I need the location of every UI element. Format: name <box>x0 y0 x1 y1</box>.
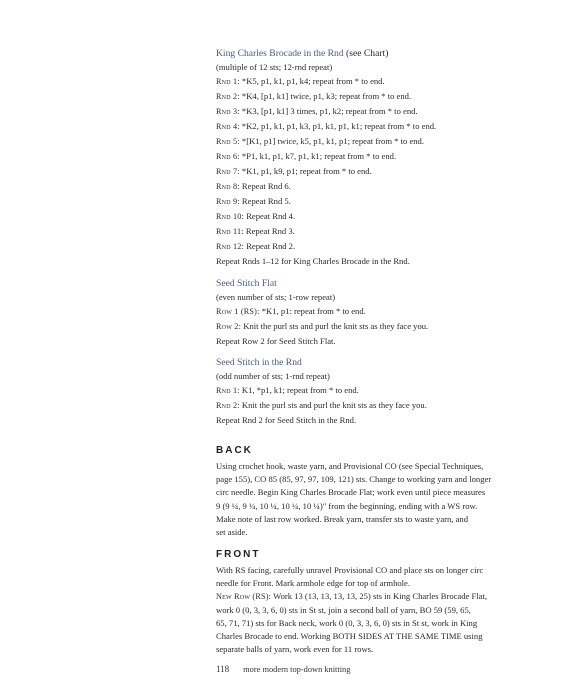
back-heading: BACK <box>216 445 253 456</box>
row-label: Rnd 2: <box>216 92 240 101</box>
row-text: Repeat Rnd 2. <box>246 241 296 251</box>
paragraph-line: work 0 (0, 3, 3, 6, 0) sts in St st, join a second ball of yarn, BO 59 (59, 65, <box>216 604 471 615</box>
instruction-row <box>216 119 561 134</box>
instruction-row <box>216 164 561 179</box>
paragraph-line: set aside. <box>216 527 248 538</box>
row-label: Rnd 2: <box>216 401 240 410</box>
instruction-row <box>216 304 561 319</box>
row-text: Knit the purl sts and purl the knit sts as they face you. <box>243 321 429 331</box>
row-label: Rnd 4: <box>216 122 240 131</box>
row-label: Rnd 3: <box>216 107 240 116</box>
instruction-row <box>216 319 561 334</box>
seed-flat-closing: Repeat Row 2 for Seed Stitch Flat. <box>216 336 336 346</box>
paragraph-line: 65, 71, 71) sts for Back neck, work 0 (0, 3, 3, 6, 0) sts in St st, work in King <box>216 617 478 628</box>
paragraph-line: Using crochet hook, waste yarn, and Provisional CO (see Special Techniques, <box>216 461 484 471</box>
instruction-row <box>216 209 561 224</box>
row-label: Rnd 10: <box>216 212 245 221</box>
brocade-see-chart: (see Chart) <box>346 48 389 59</box>
seed-flat-section <box>216 277 561 349</box>
row-label: Rnd 5: <box>216 137 240 146</box>
instruction-row <box>216 179 561 194</box>
seed-flat-rows <box>216 304 561 334</box>
row-text: Knit the purl sts and purl the knit sts as they face you. <box>241 400 427 410</box>
brocade-section <box>216 47 561 269</box>
seed-flat-title: Seed Stitch Flat <box>216 278 277 289</box>
row-text: *K5, p1, k1, p1, k4; repeat from * to end. <box>241 76 385 86</box>
seed-rnd-closing: Repeat Rnd 2 for Seed Stitch in the Rnd. <box>216 415 357 425</box>
seed-rnd-rows <box>216 383 561 413</box>
paragraph-line: circ needle. Begin King Charles Brocade Flat; work even until piece measures <box>216 487 486 498</box>
row-label: Rnd 11: <box>216 227 244 236</box>
row-label: Rnd 12: <box>216 242 245 251</box>
paragraph-line: needle for Front. Mark armhole edge for top of armhole. <box>216 578 411 589</box>
page-number: 118 <box>216 664 230 674</box>
seed-rnd-title: Seed Stitch in the Rnd <box>216 357 302 368</box>
row-text: *P1, k1, p1, k7, p1, k1; repeat from * to end. <box>241 151 397 161</box>
row-text: K1, *p1, k1; repeat from * to end. <box>241 385 359 395</box>
paragraph-line: With RS facing, carefully unravel Provisional CO and place sts on longer circ <box>216 565 484 575</box>
front-paragraph <box>216 564 561 590</box>
book-title: more modern top-down knitting <box>243 665 351 674</box>
row-label: Rnd 1: <box>216 386 240 395</box>
page-footer <box>216 664 350 674</box>
brocade-closing: Repeat Rnds 1–12 for King Charles Brocade in the Rnd. <box>216 256 410 266</box>
row-label: Rnd 6: <box>216 152 240 161</box>
instruction-row <box>216 74 561 89</box>
instruction-row <box>216 398 561 413</box>
row-text: *K3, [p1, k1] 3 times, p1, k2; repeat from * to end. <box>241 106 418 116</box>
brocade-title <box>216 47 561 61</box>
instruction-row <box>216 134 561 149</box>
row-text: *K1, p1: repeat from * to end. <box>261 306 366 316</box>
brocade-rows <box>216 74 561 254</box>
instruction-row <box>216 194 561 209</box>
front-heading: FRONT <box>216 549 261 560</box>
row-label: Rnd 8: <box>216 182 240 191</box>
row-text: *[K1, p1] twice, k5, p1, k1, p1; repeat from * to end. <box>241 136 425 146</box>
back-paragraph <box>216 460 561 539</box>
front-new-row-lines <box>216 590 561 656</box>
new-row-text: Work 13 (13, 13, 13, 13, 25) sts in King Charles Brocade Flat, <box>273 591 488 602</box>
row-text: Repeat Rnd 6. <box>241 181 291 191</box>
new-row-label: New Row (RS): <box>216 592 272 602</box>
paragraph-line: Charles Brocade to end. Working BOTH SIDES AT THE SAME TIME using <box>216 631 483 642</box>
instruction-row <box>216 89 561 104</box>
row-text: Repeat Rnd 5. <box>241 196 291 206</box>
back-section <box>216 444 561 539</box>
paragraph-line: page 155), CO 85 (85, 97, 97, 109, 121) sts. Change to working yarn and longer <box>216 474 492 485</box>
instruction-row <box>216 239 561 254</box>
instruction-row <box>216 224 561 239</box>
row-label: Row 2: <box>216 322 242 331</box>
row-label: Rnd 1: <box>216 77 240 86</box>
row-text: Repeat Rnd 3. <box>245 226 295 236</box>
row-label: Rnd 7: <box>216 167 240 176</box>
paragraph-line: 9 (9 ¼, 9 ¼, 10 ¼, 10 ¼, 10 ¼)" from the beginning, ending with a WS row. <box>216 500 478 511</box>
seed-rnd-sub: (odd number of sts; 1-rnd repeat) <box>216 371 330 381</box>
instruction-row <box>216 149 561 164</box>
instruction-row <box>216 104 561 119</box>
front-section <box>216 548 561 656</box>
seed-rnd-section <box>216 356 561 428</box>
paragraph-line: separate balls of yarn, work even for 11 rows. <box>216 644 374 655</box>
row-label: Row 1 (RS): <box>216 307 260 316</box>
row-text: Repeat Rnd 4. <box>246 211 296 221</box>
paragraph-line: Make note of last row worked. Break yarn, transfer sts to waste yarn, and <box>216 513 469 524</box>
row-text: *K2, p1, k1, p1, k3, p1, k1, p1, k1; repeat from * to end. <box>241 121 437 131</box>
instruction-row <box>216 383 561 398</box>
seed-flat-sub: (even number of sts; 1-row repeat) <box>216 292 336 302</box>
row-text: *K4, [p1, k1] twice, p1, k3; repeat from * to end. <box>241 91 412 101</box>
row-text: *K1, p1, k9, p1; repeat from * to end. <box>241 166 372 176</box>
paragraph-line <box>216 590 561 603</box>
row-label: Rnd 9: <box>216 197 240 206</box>
front-new-row <box>216 590 561 656</box>
brocade-title-text: King Charles Brocade in the Rnd <box>216 48 344 59</box>
brocade-multiple: (multiple of 12 sts; 12-rnd repeat) <box>216 62 333 72</box>
